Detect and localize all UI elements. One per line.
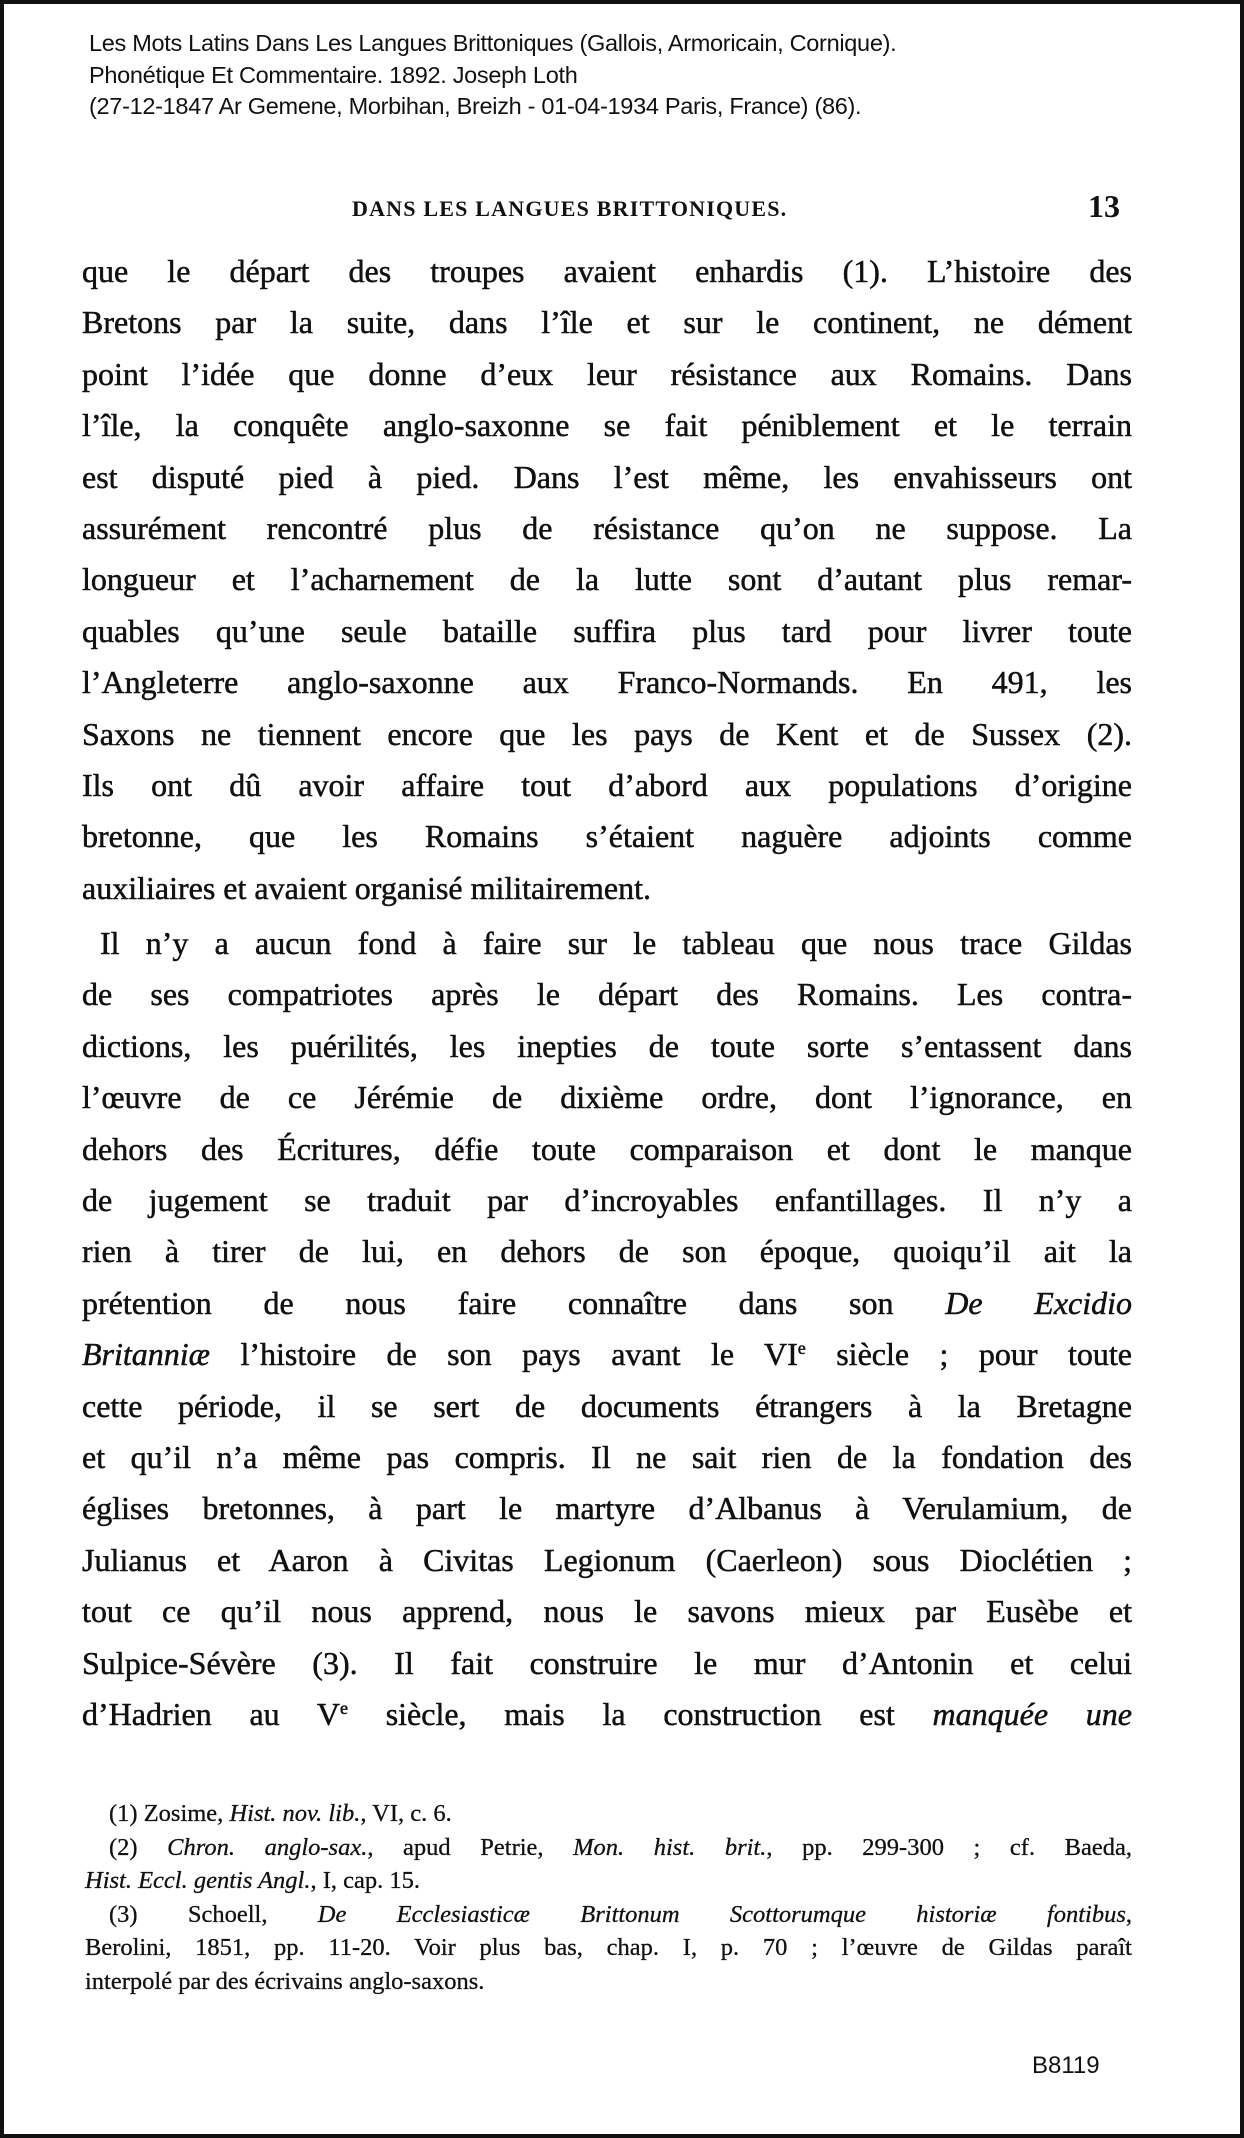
- text-span: est disputé pied à pied. Dans l’est même, les envahisseurs ont: [82, 458, 1132, 495]
- superscript: e: [339, 1697, 348, 1718]
- body-text: [82, 246, 1132, 1740]
- text-span: tout ce qu’il nous apprend, nous le savons mieux par Eusèbe et: [82, 1593, 1132, 1630]
- footnote-line: [85, 1898, 1132, 1932]
- text-line: [82, 452, 1132, 503]
- text-span: prétention de nous faire connaître dans son: [82, 1284, 946, 1321]
- footnote-line: [85, 1864, 1132, 1898]
- reference-code: B8119: [1032, 2052, 1100, 2079]
- text-line: [82, 349, 1132, 400]
- text-line: [82, 811, 1132, 862]
- text-span: Il n’y a aucun fond à faire sur le tableau que nous trace Gildas: [100, 925, 1132, 962]
- text-span: églises bretonnes, à part le martyre d’Albanus à Verulamium, de: [82, 1490, 1132, 1527]
- text-span: de ses compatriotes après le départ des Romains. Les contra-: [82, 976, 1132, 1013]
- text-span: quables qu’une seule bataille suffira plus tard pour livrer toute: [82, 612, 1132, 649]
- header-line: Phonétique Et Commentaire. 1892. Joseph Loth: [89, 61, 578, 88]
- text-span: , VI, c. 6.: [360, 1800, 452, 1827]
- italic-text: De Excidio: [945, 1284, 1133, 1321]
- text-line: [82, 1586, 1132, 1637]
- text-span: que le départ des troupes avaient enhardis (1). L’histoire des: [82, 253, 1132, 289]
- text-span: siècle, mais la construction est: [347, 1695, 933, 1732]
- text-line: [82, 760, 1132, 811]
- italic-text: De Ecclesiasticæ Brittonum Scottorumque historiæ fontibus: [317, 1900, 1126, 1928]
- text-line: [82, 1483, 1132, 1534]
- text-span: point l’idée que donne d’eux leur résistance aux Romains. Dans: [82, 355, 1132, 392]
- italic-text: Mon. hist. brit.: [573, 1833, 767, 1861]
- text-line: [82, 1226, 1132, 1277]
- text-span: dictions, les puérilités, les inepties de toute sorte s’entassent dans: [82, 1027, 1132, 1064]
- text-line: [82, 606, 1132, 657]
- text-span: (1) Zosime,: [109, 1800, 230, 1827]
- text-span: siècle ; pour toute: [805, 1336, 1133, 1373]
- italic-text: Hist. nov. lib.: [229, 1800, 361, 1827]
- text-line: [82, 1175, 1132, 1226]
- text-span: , pp. 299-300 ; cf. Baeda,: [766, 1833, 1132, 1861]
- text-line: [82, 1072, 1132, 1123]
- header-line: (27-12-1847 Ar Gemene, Morbihan, Breizh - 01-04-1934 Paris, France) (86).: [89, 93, 862, 119]
- text-line: [82, 1381, 1132, 1432]
- text-line: [82, 1638, 1132, 1689]
- text-line: [82, 1689, 1132, 1740]
- text-span: et qu’il n’a même pas compris. Il ne sait rien de la fondation des: [82, 1438, 1132, 1475]
- footnote-line: [85, 1797, 1132, 1831]
- text-span: auxiliaires et avaient organisé militairement.: [82, 869, 651, 906]
- text-line: [82, 503, 1132, 554]
- italic-text: Hist. Eccl. gentis Angl.: [85, 1867, 311, 1895]
- text-line: [82, 246, 1132, 297]
- text-span: l’histoire de son pays avant le VI: [210, 1336, 798, 1373]
- text-span: Saxons ne tiennent encore que les pays de Kent et de Sussex (2).: [82, 715, 1132, 752]
- text-line: [82, 400, 1132, 451]
- text-span: (2): [109, 1833, 168, 1861]
- text-span: (3) Schoell,: [109, 1900, 318, 1928]
- document-header: [89, 28, 896, 123]
- text-line: [82, 1329, 1132, 1380]
- text-line: [82, 554, 1132, 605]
- italic-text: Britanniæ: [82, 1336, 211, 1373]
- header-line: Les Mots Latins Dans Les Langues Brittoniques (Gallois, Armoricain, Cornique).: [89, 30, 897, 56]
- text-span: cette période, il se sert de documents étrangers à la Bretagne: [82, 1387, 1132, 1424]
- text-span: Berolini, 1851, pp. 11-20. Voir plus bas, chap. I, p. 70 ; l’œuvre de Gildas paraît: [85, 1934, 1132, 1962]
- footnote-line: [85, 1831, 1132, 1865]
- text-span: assurément rencontré plus de résistance qu’on ne suppose. La: [82, 509, 1132, 546]
- text-span: bretonne, que les Romains s’étaient naguère adjoints comme: [82, 818, 1132, 855]
- text-span: rien à tirer de lui, en dehors de son époque, quoiqu’il ait la: [82, 1233, 1132, 1270]
- text-line: [82, 1278, 1132, 1329]
- text-span: Ils ont dû avoir affaire tout d’abord aux populations d’origine: [82, 766, 1132, 803]
- text-line: [82, 1021, 1132, 1072]
- text-span: l’Angleterre anglo-saxonne aux Franco-Normands. En 491, les: [82, 664, 1132, 701]
- text-span: dehors des Écritures, défie toute comparaison et dont le manque: [82, 1130, 1132, 1167]
- footnotes: [85, 1797, 1132, 1999]
- text-line: [82, 297, 1132, 348]
- text-span: longueur et l’acharnement de la lutte sont d’autant plus remar-: [82, 561, 1132, 598]
- page-number: 13: [1088, 188, 1120, 224]
- text-line: [82, 1432, 1132, 1483]
- footnote-line: [85, 1931, 1132, 1965]
- text-span: Sulpice-Sévère (3). Il fait construire le mur d’Antonin et celui: [82, 1644, 1132, 1681]
- text-span: de jugement se traduit par d’incroyables enfantillages. Il n’y a: [82, 1182, 1132, 1219]
- text-line: [82, 1124, 1132, 1175]
- text-span: Bretons par la suite, dans l’île et sur le continent, ne dément: [82, 304, 1132, 341]
- text-span: l’œuvre de ce Jérémie de dixième ordre, dont l’ignorance, en: [82, 1079, 1132, 1116]
- footnote-line: [85, 1965, 1132, 1999]
- text-line: [82, 709, 1132, 760]
- text-line: [82, 657, 1132, 708]
- text-span: l’île, la conquête anglo-saxonne se fait péniblement et le terrain: [82, 407, 1132, 444]
- superscript: e: [797, 1338, 806, 1359]
- text-span: ,: [1125, 1900, 1132, 1928]
- text-line: [82, 1535, 1132, 1586]
- italic-text: Chron. anglo-sax.: [167, 1833, 368, 1861]
- running-head: DANS LES LANGUES BRITTONIQUES.: [352, 196, 788, 221]
- text-span: interpolé par des écrivains anglo-saxons.: [85, 1967, 485, 1995]
- text-line: [82, 969, 1132, 1020]
- italic-text: manquée une: [932, 1695, 1133, 1732]
- text-line: [82, 863, 1132, 914]
- text-span: Julianus et Aaron à Civitas Legionum (Caerleon) sous Dioclétien ;: [82, 1541, 1132, 1578]
- text-span: , I, cap. 15.: [310, 1867, 421, 1895]
- text-span: d’Hadrien au V: [82, 1695, 340, 1732]
- text-span: , apud Petrie,: [367, 1833, 574, 1861]
- text-line: [82, 918, 1132, 969]
